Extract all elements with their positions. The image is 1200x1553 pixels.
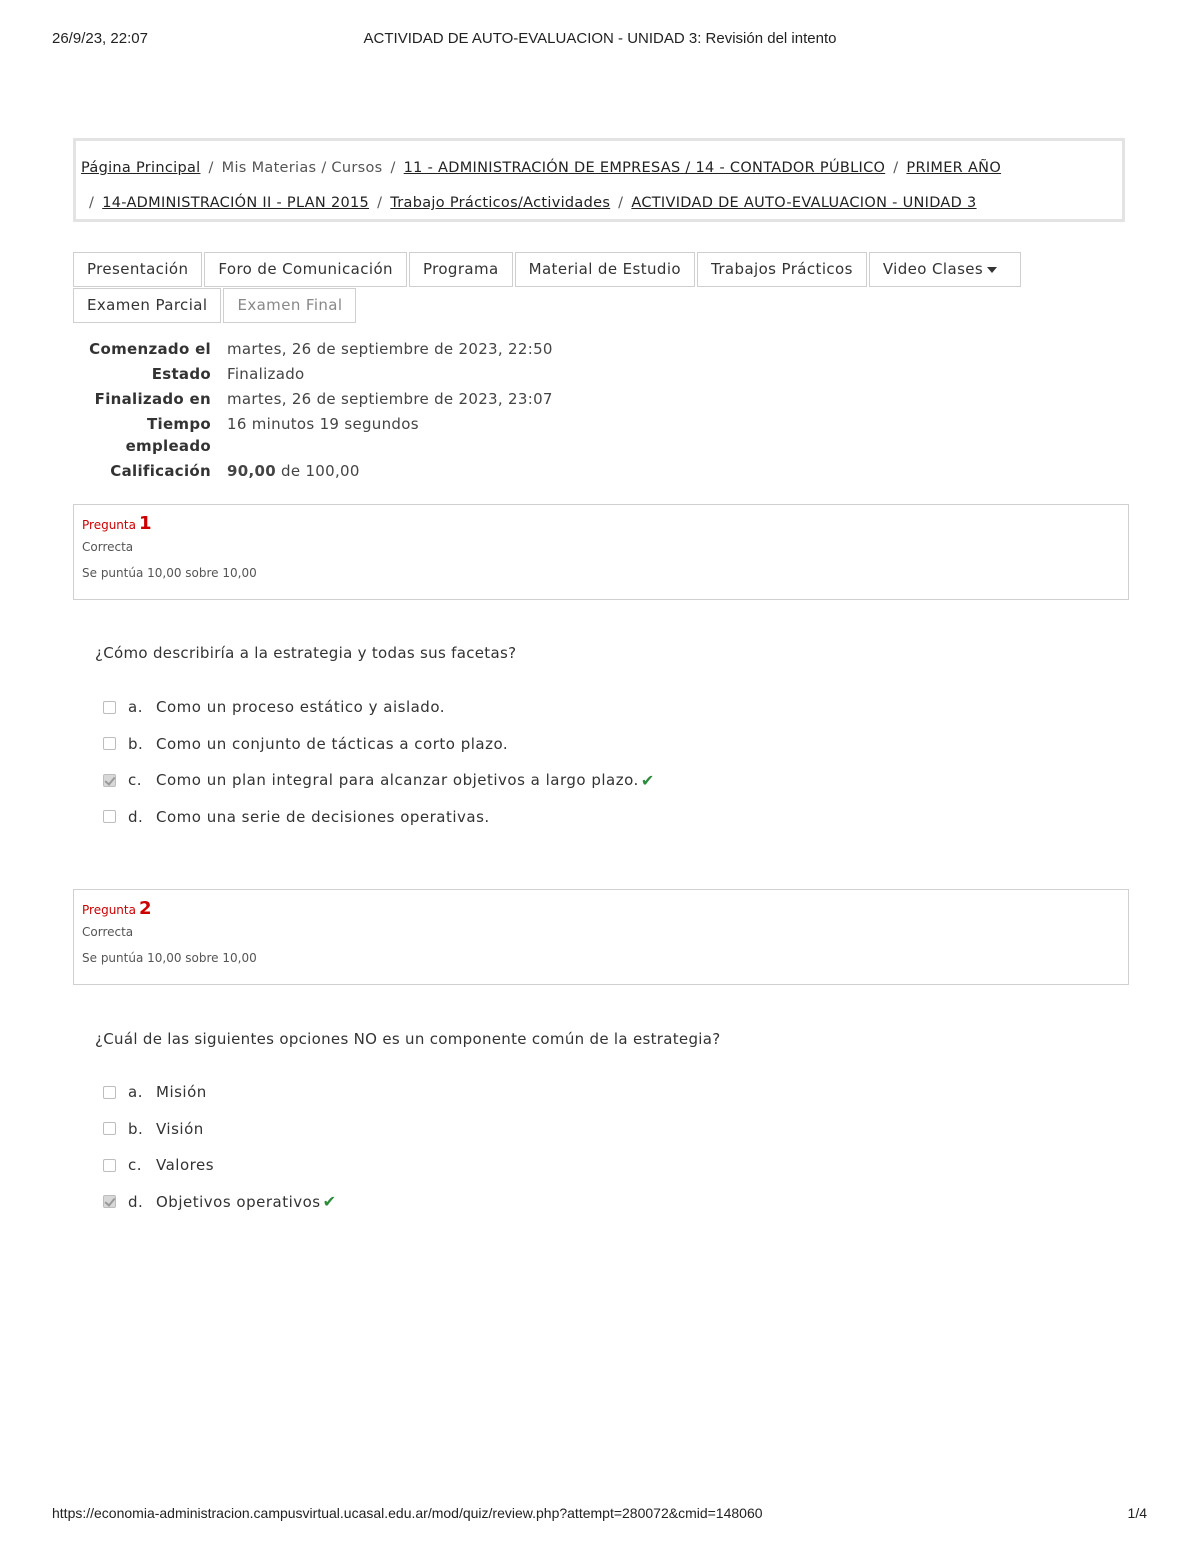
grade-value: 90,00 — [227, 462, 276, 480]
answer-option[interactable] — [103, 762, 655, 799]
answer-list — [103, 689, 655, 835]
correct-check-icon: ✔ — [322, 1192, 337, 1212]
correct-check-icon: ✔ — [640, 770, 655, 790]
breadcrumb-course[interactable]: 14-ADMINISTRACIÓN II - PLAN 2015 — [102, 195, 370, 211]
print-footer — [0, 1505, 1200, 1525]
answer-text: Como un conjunto de tácticas a corto plazo. — [156, 734, 509, 753]
question-number — [82, 513, 1120, 534]
checkbox[interactable] — [103, 701, 116, 714]
print-header — [0, 30, 1200, 50]
state-value: Finalizado — [227, 365, 305, 383]
answer-letter: a. — [128, 1083, 143, 1102]
question-number — [82, 898, 1120, 919]
grade-label: Calificación — [110, 462, 211, 480]
breadcrumb-career[interactable]: 11 - ADMINISTRACIÓN DE EMPRESAS / 14 - CONTADOR PÚBLICO — [403, 160, 886, 176]
question-state: Correcta — [82, 925, 134, 939]
question-grade: Se puntúa 10,00 sobre 10,00 — [82, 951, 257, 965]
answer-option[interactable] — [103, 1184, 337, 1221]
breadcrumb-section[interactable]: Trabajo Prácticos/Actividades — [390, 195, 611, 211]
question-text: ¿Cómo describiría a la estrategia y todas sus facetas? — [95, 644, 517, 662]
answer-text: Visión — [156, 1119, 204, 1138]
started-label: Comenzado el — [89, 340, 211, 358]
breadcrumb-home[interactable]: Página Principal — [81, 160, 201, 176]
checkbox-checked[interactable] — [103, 774, 116, 787]
answer-letter: b. — [128, 734, 144, 753]
checkbox[interactable] — [103, 737, 116, 750]
started-value: martes, 26 de septiembre de 2023, 22:50 — [227, 340, 553, 358]
checkbox[interactable] — [103, 1122, 116, 1135]
answer-letter: d. — [128, 1192, 144, 1211]
question-state: Correcta — [82, 540, 134, 554]
time-value: 16 minutos 19 segundos — [227, 415, 419, 433]
print-title: ACTIVIDAD DE AUTO-EVALUACION - UNIDAD 3: Revisión del intento — [363, 30, 837, 47]
question-label: Pregunta — [82, 518, 136, 532]
question-info — [73, 504, 1129, 600]
answer-letter: d. — [128, 807, 144, 826]
tab-foro[interactable]: Foro de Comunicación — [204, 252, 407, 287]
answer-letter: c. — [128, 771, 143, 790]
answer-option[interactable] — [103, 799, 655, 836]
answer-letter: b. — [128, 1119, 144, 1138]
breadcrumb-separator: / — [377, 195, 383, 211]
answer-option[interactable] — [103, 1074, 337, 1111]
answer-letter: c. — [128, 1156, 143, 1175]
question-num: 1 — [138, 513, 152, 534]
print-page-number: 1/4 — [1127, 1505, 1147, 1521]
question-text: ¿Cuál de las siguientes opciones NO es un componente común de la estrategia? — [95, 1030, 721, 1048]
answer-text: Como una serie de decisiones operativas. — [156, 807, 490, 826]
answer-option[interactable] — [103, 1147, 337, 1184]
answer-list — [103, 1074, 337, 1220]
attempt-summary — [73, 338, 673, 485]
answer-text: Como un plan integral para alcanzar objetivos a largo plazo. — [156, 771, 639, 790]
time-label-line1: Tiempo — [146, 415, 211, 433]
finished-value: martes, 26 de septiembre de 2023, 23:07 — [227, 390, 553, 408]
answer-option[interactable] — [103, 726, 655, 763]
breadcrumb-separator: / — [208, 160, 214, 176]
checkbox[interactable] — [103, 810, 116, 823]
course-tabs — [73, 252, 1033, 323]
print-date: 26/9/23, 22:07 — [52, 30, 148, 47]
question-info — [73, 889, 1129, 985]
tab-presentacion[interactable]: Presentación — [73, 252, 202, 287]
grade-value-wrap — [227, 460, 360, 482]
tab-video-clases[interactable] — [869, 252, 1021, 287]
answer-text: Misión — [156, 1083, 207, 1102]
tab-video-label: Video Clases — [882, 260, 984, 278]
breadcrumb-my-courses: Mis Materias / Cursos — [221, 160, 383, 176]
answer-option[interactable] — [103, 689, 655, 726]
tab-programa[interactable]: Programa — [409, 252, 513, 287]
question-num: 2 — [138, 898, 152, 919]
checkbox[interactable] — [103, 1086, 116, 1099]
question-label: Pregunta — [82, 903, 136, 917]
breadcrumb-separator: / — [893, 160, 899, 176]
grade-suffix: de 100,00 — [281, 462, 360, 480]
time-label — [73, 413, 227, 457]
breadcrumb-separator: / — [390, 160, 396, 176]
breadcrumb-separator: / — [618, 195, 624, 211]
print-url: https://economia-administracion.campusvirtual.ucasal.edu.ar/mod/quiz/review.php?attempt=280072&cmid=148060 — [52, 1505, 763, 1521]
tab-examen-final[interactable]: Examen Final — [223, 288, 356, 323]
checkbox[interactable] — [103, 1159, 116, 1172]
answer-text: Como un proceso estático y aislado. — [156, 698, 446, 717]
tab-examen-parcial[interactable]: Examen Parcial — [73, 288, 221, 323]
question-grade: Se puntúa 10,00 sobre 10,00 — [82, 566, 257, 580]
answer-letter: a. — [128, 698, 143, 717]
answer-text: Objetivos operativos — [156, 1192, 321, 1211]
state-label: Estado — [151, 365, 211, 383]
breadcrumb-activity[interactable]: ACTIVIDAD DE AUTO-EVALUACION - UNIDAD 3 — [631, 195, 977, 211]
breadcrumb — [73, 138, 1125, 222]
tab-material[interactable]: Material de Estudio — [515, 252, 695, 287]
time-label-line2: empleado — [125, 437, 211, 455]
tab-trabajos[interactable]: Trabajos Prácticos — [697, 252, 867, 287]
answer-option[interactable] — [103, 1111, 337, 1148]
breadcrumb-year[interactable]: PRIMER AÑO — [906, 160, 1002, 176]
checkbox-checked[interactable] — [103, 1195, 116, 1208]
finished-label: Finalizado en — [94, 390, 211, 408]
caret-down-icon — [987, 267, 997, 273]
answer-text: Valores — [156, 1156, 215, 1175]
breadcrumb-separator: / — [89, 195, 95, 211]
